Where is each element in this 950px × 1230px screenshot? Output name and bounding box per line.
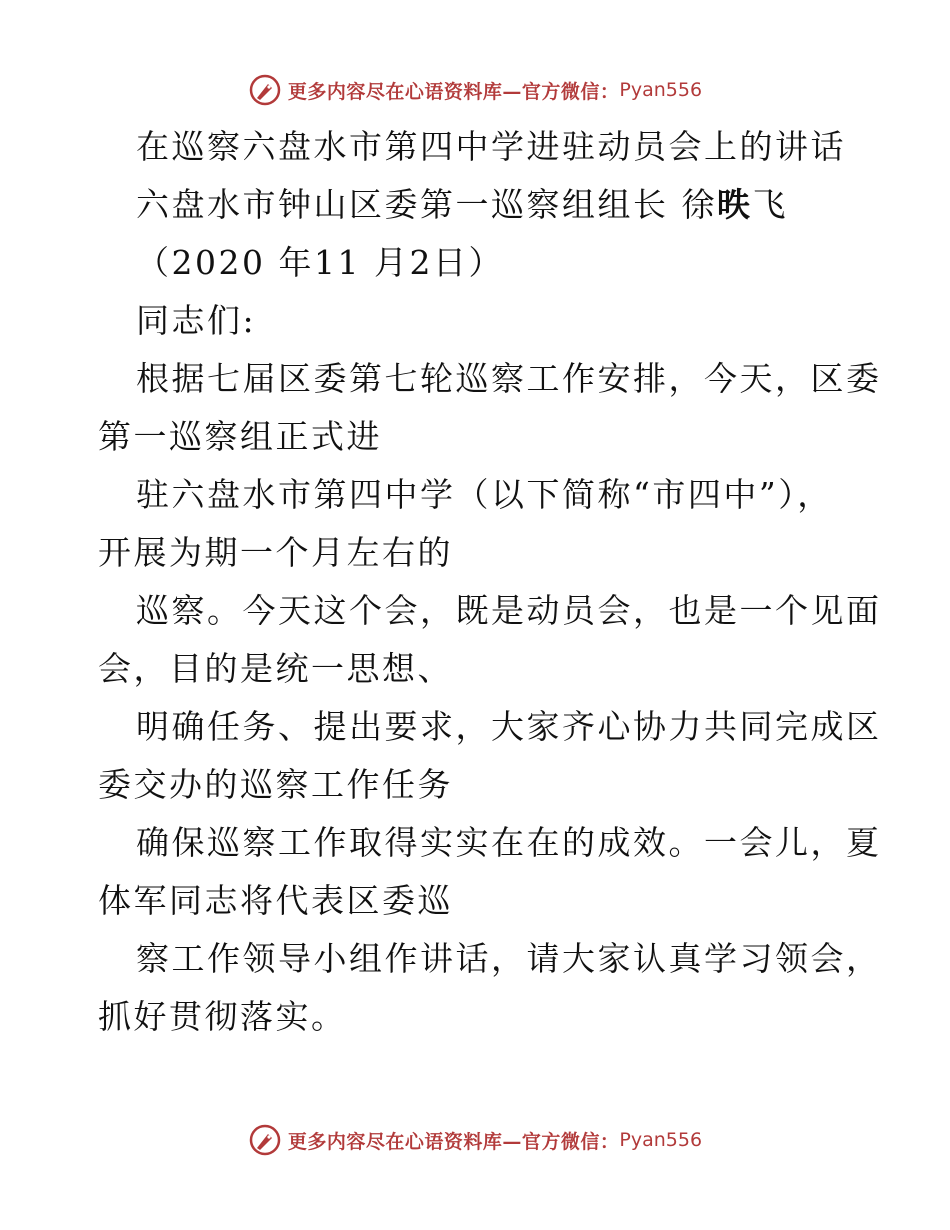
watermark-text: 更多内容尽在心语资料库—官方微信： xyxy=(287,80,620,103)
paragraph-line: 驻六盘水市第四中学（以下简称“市四中”）， xyxy=(136,475,833,514)
pen-nib-logo-icon xyxy=(248,73,282,107)
watermark-wechat-id: Pyan556 xyxy=(619,79,703,101)
paragraph-line: 察工作领导小组作讲话，请大家认真学习领会， xyxy=(136,939,882,978)
paragraph-line: 抓好贯彻落实。 xyxy=(98,997,347,1036)
speaker-line xyxy=(98,176,858,234)
paragraph-line: 委交办的巡察工作任务 xyxy=(98,765,453,804)
watermark-wechat-id: Pyan556 xyxy=(619,1129,703,1151)
paragraph-line: 巡察。今天这个会，既是动员会，也是一个见面 xyxy=(136,591,882,630)
document-body xyxy=(98,118,882,1046)
watermark-banner-bottom xyxy=(0,1120,950,1160)
watermark-text: 更多内容尽在心语资料库—官方微信： xyxy=(287,1130,620,1153)
paragraph-line: 确保巡察工作取得实实在在的成效。一会儿，夏 xyxy=(136,823,882,862)
paragraph-line: 体军同志将代表区委巡 xyxy=(98,881,453,920)
paragraph-line: 明确任务、提出要求，大家齐心协力共同完成区 xyxy=(136,707,882,746)
document-date: （2020 年11 月2日） xyxy=(136,243,504,282)
pen-nib-logo-icon xyxy=(248,1123,282,1157)
speaker-prefix: 六盘水市钟山区委第一巡察组组长 徐 xyxy=(136,185,717,224)
watermark-banner-top xyxy=(0,70,950,110)
document-title: 在巡察六盘水市第四中学进驻动员会上的讲话 xyxy=(136,127,846,166)
speaker-bold-char: 昳 xyxy=(717,185,753,224)
speaker-suffix: 飞 xyxy=(752,185,788,224)
paragraph-line: 开展为期一个月左右的 xyxy=(98,533,453,572)
paragraph-line: 会，目的是统一思想、 xyxy=(98,649,453,688)
paragraph-line: 根据七届区委第七轮巡察工作安排，今天，区委 xyxy=(136,359,882,398)
salutation: 同志们: xyxy=(136,301,257,340)
paragraph-line: 第一巡察组正式进 xyxy=(98,417,382,456)
